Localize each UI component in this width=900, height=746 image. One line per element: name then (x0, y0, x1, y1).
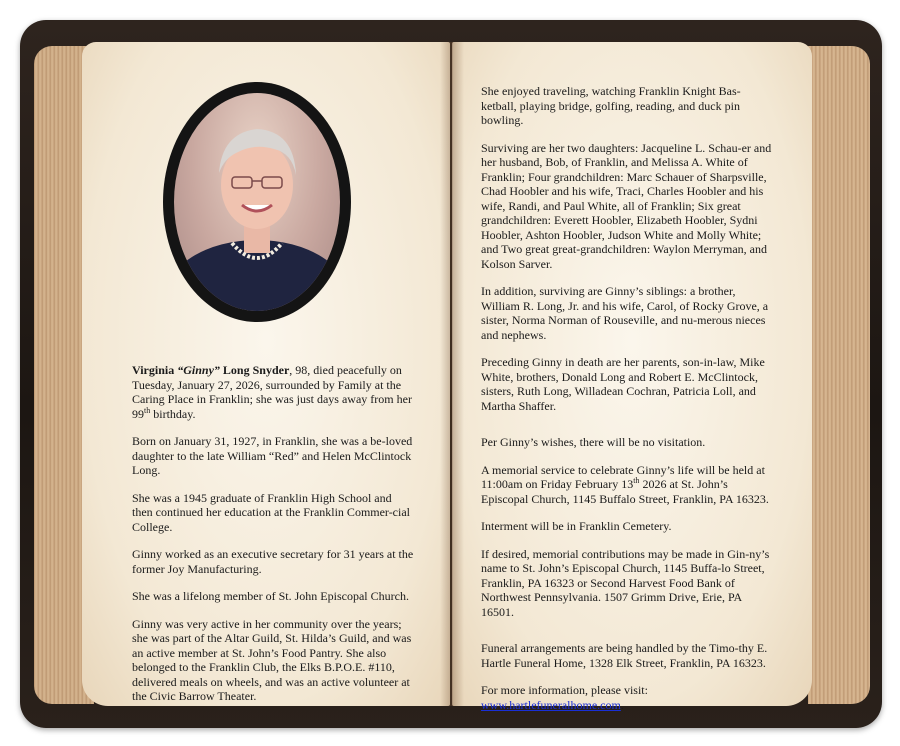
service-text-end: 2026 at St. John’s Episcopal Church, 1145 Buffalo Street, Franklin, PA 16323. (481, 477, 769, 506)
church-paragraph: She was a lifelong member of St. John Episcopal Church. (132, 589, 409, 603)
name-last: Long Snyder (222, 363, 290, 377)
service-paragraph (481, 463, 773, 507)
preceded-paragraph: Preceding Ginny in death are her parents, son-in-law, Mike White, brothers, Donald Long and Robert E. McClintock, sisters, Ruth Long, Willadean Cochran, Patricia Loll, and Martha Shaffer. (481, 355, 765, 413)
service-sup: th (633, 476, 640, 485)
visitation-paragraph: Per Ginny’s wishes, there will be no visitation. (481, 435, 706, 449)
right-column (481, 84, 773, 725)
service-text: A memorial service to celebrate Ginny’s life will be held at 11:00am on Friday February 13 (481, 462, 765, 491)
community-paragraph: Ginny was very active in her community over the years; she was part of the Altar Guild, St. Hilda’s Guild, and was an active member at St. John’s Food Pantry. She also belonged to the Franklin Club, the Elks B.P.O.E. #110, delivered meals on wheels, and was an active volunteer at the Civic Barrow Theater. (132, 616, 412, 703)
page-edges-right (808, 46, 870, 704)
info-text: For more information, please visit: (481, 683, 648, 697)
left-column (132, 363, 414, 717)
hobbies-paragraph: She enjoyed traveling, watching Franklin Knight Bas-ketball, playing bridge, golfing, reading, and duck pin bowling. (481, 84, 741, 127)
career-paragraph: Ginny worked as an executive secretary for 31 years at the former Joy Manufacturing. (132, 547, 414, 576)
portrait-frame (163, 82, 351, 322)
info-paragraph (481, 683, 773, 712)
intro-sup: th (144, 405, 151, 415)
contributions-paragraph: If desired, memorial contributions may be made in Gin-ny’s name to St. John’s Episcopal Church, 1145 Buffa-lo Street, Franklin, PA 16323 or Second Harvest Food Bank of Northwest Pennsylvania. 1507 Grimm Drive, Erie, PA 16501. (481, 546, 770, 619)
intro-text-end: birthday. (150, 406, 196, 421)
portrait-illustration (174, 93, 340, 311)
intro-paragraph (132, 363, 414, 421)
book-gutter (440, 42, 464, 706)
interment-paragraph: Interment will be in Franklin Cemetery. (481, 519, 672, 533)
survivors-paragraph: Surviving are her two daughters: Jacqueline L. Schau-er and her husband, Bob, of Franklin, and Melissa A. White of Franklin; Four grandchildren: Marc Schauer of Sharpsville, Chad Hoobler and his wife, Traci, Charles Hoobler and his wife, Randi, and Paul White, all of Franklin; Six great grandchildren: Everett Hoobler, Elizabeth Hoobler, Sydni Hoobler, Ashton Hoobler, Judson White and Molly White; and Two great great-grandchildren: Waylon Merryman, and Kolson Sarver. (481, 140, 772, 271)
siblings-paragraph: In addition, surviving are Ginny’s siblings: a brother, William R. Long, Jr. and his wife, Carol, of Rocky Grove, a sister, Norma Norman of Rouseville, and nu-merous nieces and nephews. (481, 284, 769, 342)
portrait-photo (174, 93, 340, 311)
arrangements-paragraph: Funeral arrangements are being handled by the Timo-thy E. Hartle Funeral Home, 1328 Elk Street, Franklin, PA 16323. (481, 641, 768, 670)
nickname: “Ginny” (177, 363, 220, 377)
funeral-home-link[interactable]: www.hartlefuneralhome.com (481, 697, 621, 712)
education-paragraph: She was a 1945 graduate of Franklin High School and then continued her education at the Franklin Commer-cial College. (132, 490, 411, 534)
name-first: Virginia (132, 363, 175, 377)
birth-paragraph: Born on January 31, 1927, in Franklin, she was a be-loved daughter to the late William “Red” and Helen McClintock Long. (132, 434, 413, 477)
intro-text: , 98, died peacefully on Tuesday, January 27, 2026, surrounded by Family at the Caring Place in Franklin; she was just days away from her 99 (132, 363, 412, 421)
link-suffix: . (620, 697, 624, 712)
